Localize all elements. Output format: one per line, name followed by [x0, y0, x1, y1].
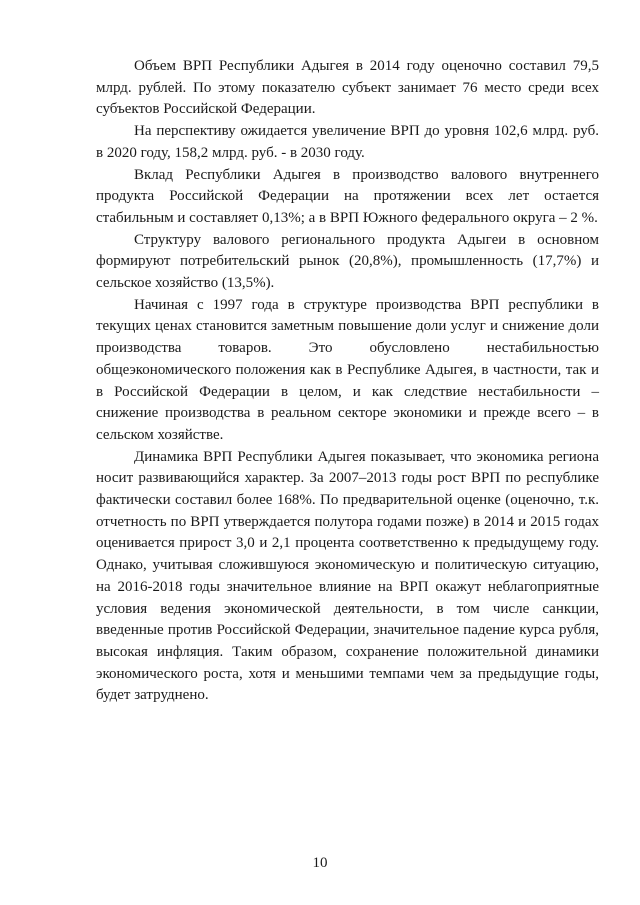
paragraph-grp-volume: Объем ВРП Республики Адыгея в 2014 году оценочно составил 79,5 млрд. рублей. По этому показателю субъект занимает 76 место среди всех субъектов Российской Федерации. [96, 58, 599, 118]
body-text [96, 56, 599, 707]
paragraph-grp-forecast: На перспективу ожидается увеличение ВРП до уровня 102,6 млрд. руб. в 2020 году, 158,2 млрд. руб. - в 2030 году. [96, 123, 599, 161]
paragraph-grp-dynamics: Динамика ВРП Республики Адыгея показывает, что экономика региона носит развивающийся характер. За 2007–2013 годы рост ВРП по республике фактически составил более 168%. По предварительной оценке (оценочно, т.к. отчетность по ВРП утверждается полутора годами позже) в 2014 и 2015 годах оценивается прирост 3,0 и 2,1 процента соответственно к предыдущему году. Однако, учитывая сложившуюся экономическую и политическую ситуацию, на 2016-2018 годы значительное влияние на ВРП окажут неблагоприятные условия ведения экономической деятельности, в том числе санкции, введенные против Российской Федерации, значительное падение курса рубля, высокая инфляция. Таким образом, сохранение положительной динамики экономического роста, хотя и меньшими темпами чем за предыдущие годы, будет затруднено. [96, 448, 599, 704]
paragraph-grp-contribution: Вклад Республики Адыгея в производство валового внутреннего продукта Российской Федерации на протяжении всех лет остается стабильным и составляет 0,13%; а в ВРП Южного федерального округа – 2 %. [96, 166, 599, 226]
paragraph-grp-structure: Структуру валового регионального продукта Адыгеи в основном формируют потребительский рынок (20,8%), промышленность (17,7%) и сельское хозяйство (13,5%). [96, 231, 599, 292]
paragraph-grp-services-share: Начиная с 1997 года в структуре производства ВРП республики в текущих ценах становится заметным повышение доли услуг и снижение доли производства товаров. Это обусловлено нестабильностью общеэкономического положения как в Республике Адыгея, в частности, так и в Российской Федерации в целом, и как следствие нестабильности – снижение производства в реальном секторе экономики и прежде всего – в сельском хозяйстве. [96, 296, 599, 443]
page-number: 10 [312, 855, 328, 871]
